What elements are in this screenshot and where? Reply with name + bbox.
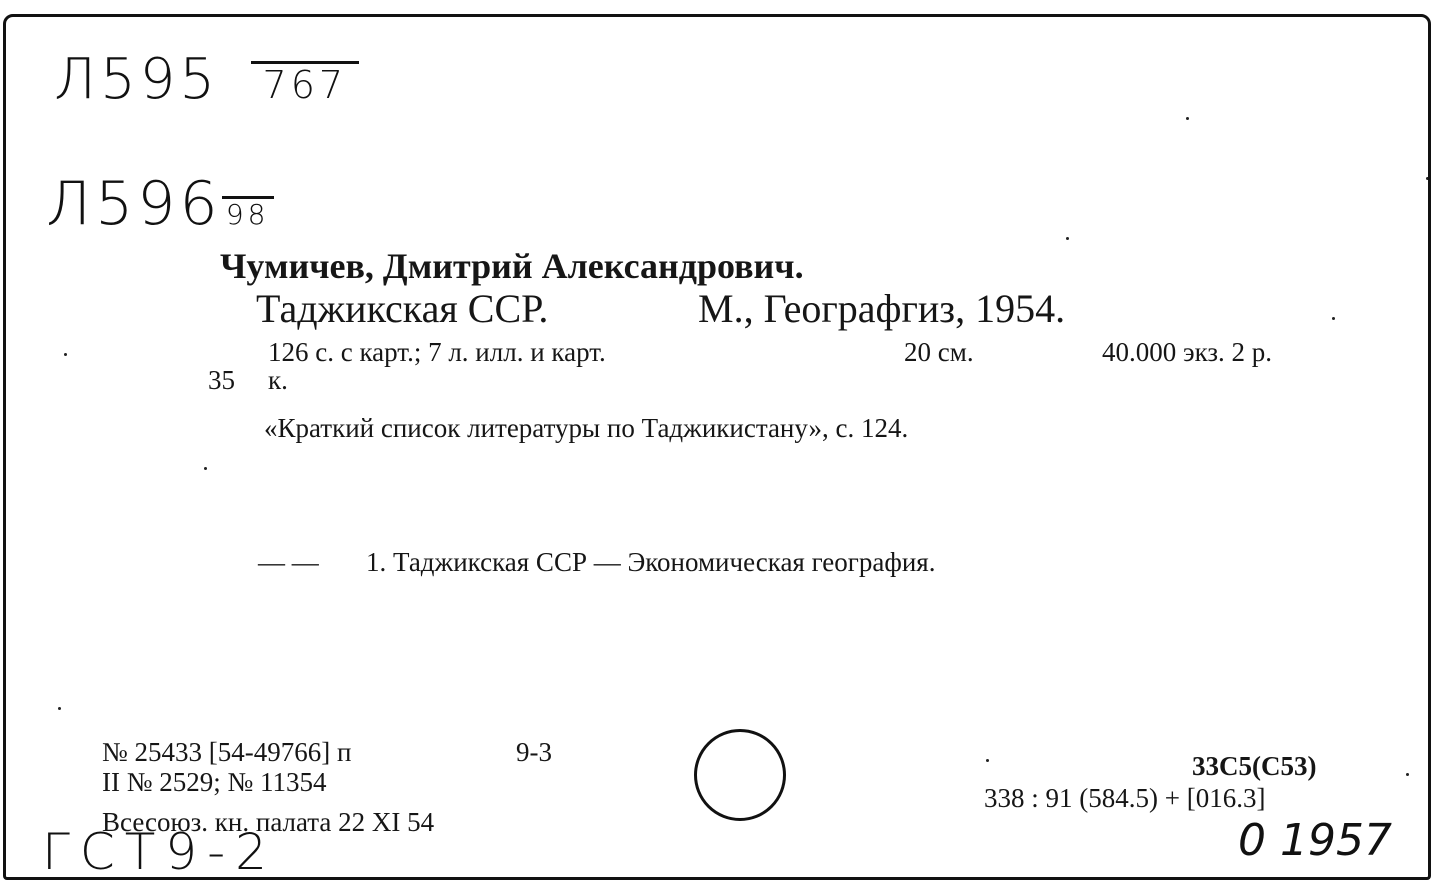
scan-speck: [64, 353, 67, 356]
footer-record-code: 9-3: [516, 737, 552, 767]
classification-code: 33С5(С53): [1192, 751, 1317, 781]
footer-book-chamber: Всесоюз. кн. палата 22 XI 54: [102, 807, 435, 837]
subject-heading: 1. Таджикская ССР — Экономическая география.: [366, 547, 936, 577]
price-continuation-unit: к.: [268, 365, 288, 395]
title-line: Таджикская ССР.: [256, 286, 549, 331]
subject-dashes: — —: [258, 547, 319, 577]
scan-speck: [1406, 773, 1409, 776]
price-continuation-number: 35: [208, 365, 235, 395]
handwritten-bottom-code: ГСТ9-2: [42, 823, 277, 880]
scan-speck: [986, 759, 989, 762]
copies-price: 40.000 экз. 2 р.: [1102, 337, 1273, 367]
scan-speck: [58, 707, 61, 710]
shelfmark-1-fraction: 767: [251, 51, 359, 104]
physical-description: 126 с. с карт.; 7 л. илл. и карт.: [268, 337, 606, 367]
publication-line: М., Географгиз, 1954.: [698, 286, 1066, 331]
catalog-card: [3, 14, 1431, 880]
scan-speck: [1332, 317, 1335, 320]
size: 20 см.: [904, 337, 974, 367]
handwritten-shelfmark-1: Л595 767: [54, 47, 359, 112]
bibliography-note: «Краткий список литературы по Таджикистану», с. 124.: [264, 413, 909, 443]
handwritten-bottom-right-code: 0 1957: [1238, 815, 1392, 866]
udc-code: 338 : 91 (584.5) + [016.3]: [984, 783, 1266, 813]
card-punch-hole: [694, 729, 786, 821]
footer-chamber-numbers: II № 2529; № 11354: [102, 767, 327, 797]
handwritten-shelfmark-2: Л596 98: [46, 169, 274, 239]
shelfmark-2-fraction: 98: [222, 190, 274, 229]
scan-speck: [1426, 177, 1429, 180]
footer-record-number: № 25433 [54-49766] п: [102, 737, 352, 767]
scan-speck: [204, 467, 207, 470]
scan-speck: [1066, 237, 1069, 240]
author-heading: Чумичев, Дмитрий Александрович.: [220, 246, 804, 286]
scan-speck: [1186, 117, 1189, 120]
